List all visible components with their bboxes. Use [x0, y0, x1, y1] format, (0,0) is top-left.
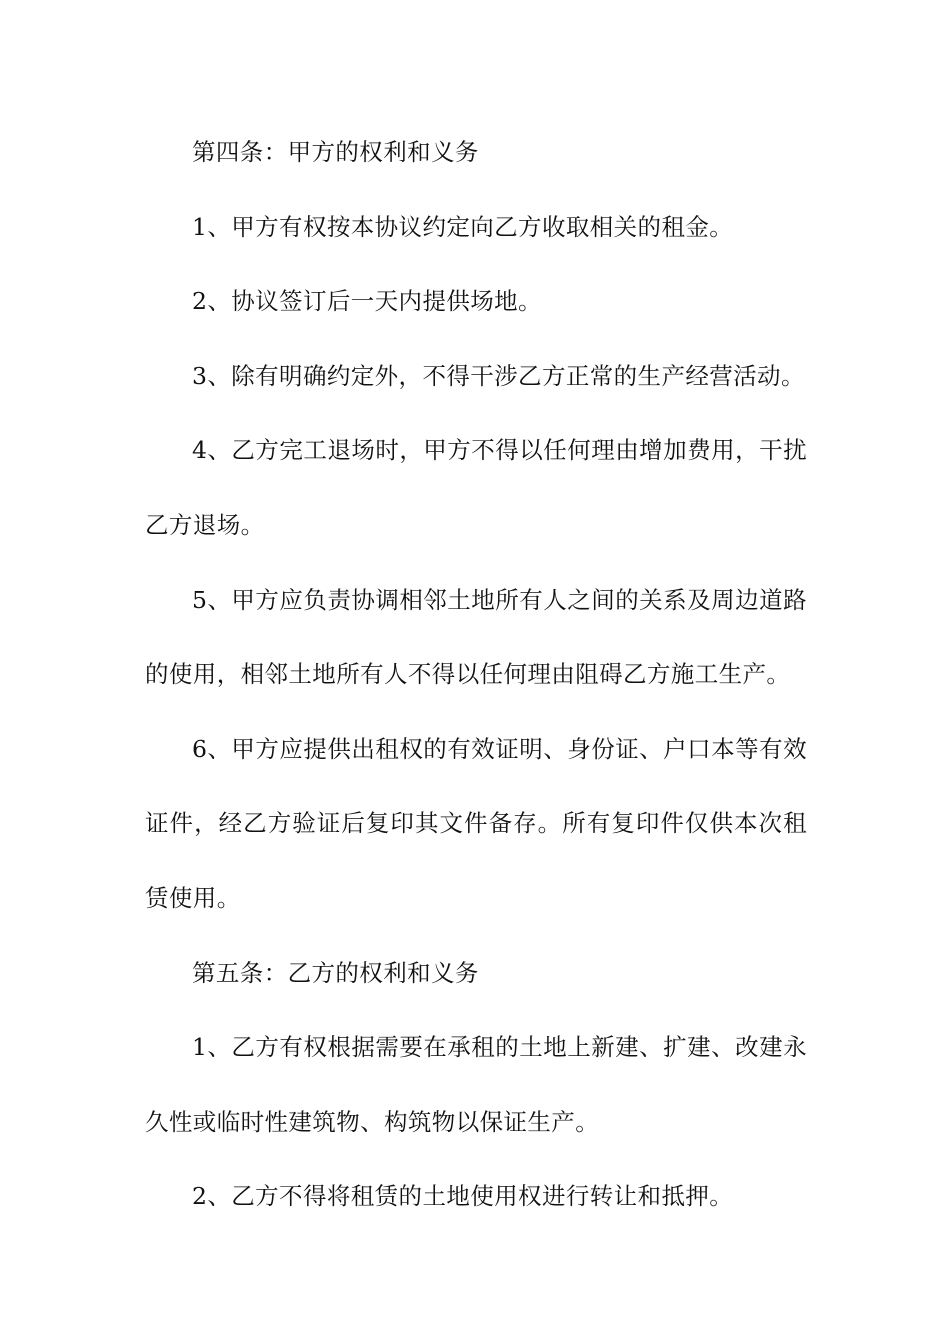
document-body — [145, 115, 807, 1234]
clause-paragraph: 1、甲方有权按本协议约定向乙方收取相关的租金。 — [192, 212, 734, 241]
clause-paragraph: 6、甲方应提供出租权的有效证明、身份证、户口本等有效证件，经乙方验证后复印其文件备存。所有复印件仅供本次租赁使用。 — [145, 734, 807, 912]
clause-paragraph: 3、除有明确约定外，不得干涉乙方正常的生产经营活动。 — [192, 361, 805, 390]
clause-paragraph: 1、乙方有权根据需要在承租的土地上新建、扩建、改建永久性或临时性建筑物、构筑物以保证生产。 — [145, 1033, 807, 1136]
article-heading-4: 第四条：甲方的权利和义务 — [192, 138, 479, 166]
clause-paragraph: 4、乙方完工退场时，甲方不得以任何理由增加费用，干扰乙方退场。 — [145, 436, 807, 539]
article-heading-5: 第五条：乙方的权利和义务 — [192, 958, 479, 987]
clause-paragraph: 2、协议签订后一天内提供场地。 — [192, 287, 542, 316]
clause-paragraph: 5、甲方应负责协调相邻土地所有人之间的关系及周边道路的使用，相邻土地所有人不得以任何理由阻碍乙方施工生产。 — [145, 585, 807, 689]
clause-paragraph: 2、乙方不得将租赁的土地使用权进行转让和抵押。 — [192, 1182, 734, 1211]
